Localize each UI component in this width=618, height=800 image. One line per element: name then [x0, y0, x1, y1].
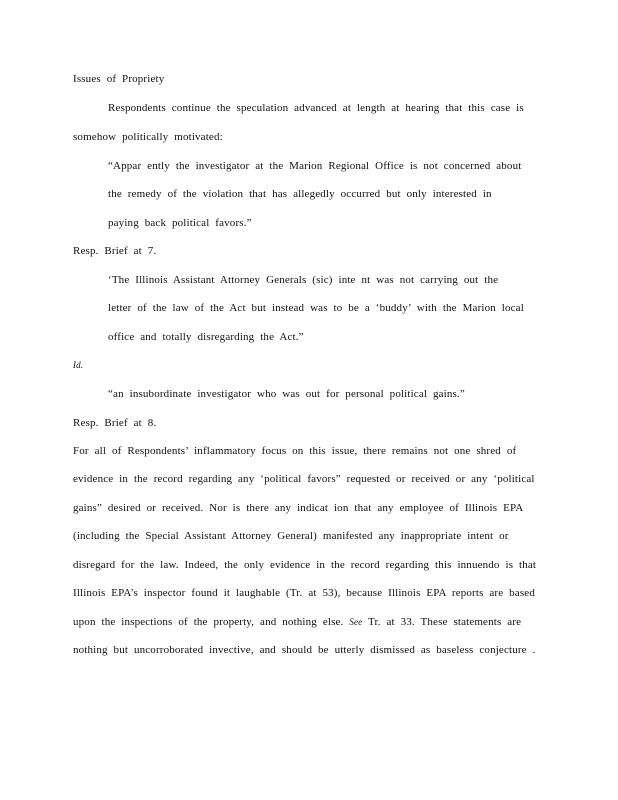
block-quote-line: office and totally disregarding the Act.”: [108, 331, 304, 343]
paragraph-line: Respondents continue the speculation advanced at length at hearing that this case is: [108, 102, 524, 114]
text-segment: Tr. at 33. These statements are: [368, 616, 522, 628]
citation: Resp. Brief at 8.: [73, 417, 157, 429]
see-signal: See: [349, 617, 363, 627]
paragraph-line: somehow politically motivated:: [73, 131, 223, 143]
section-heading: Issues of Propriety: [73, 73, 165, 85]
paragraph-line: gains” desired or received. Nor is there any indicat ion that any employee of Illinois EPA: [73, 502, 524, 514]
paragraph-line: (including the Special Assistant Attorney General) manifested any inappropriate intent or: [73, 530, 509, 542]
paragraph-line: For all of Respondents’ inflammatory focus on this issue, there remains not one shred of: [73, 445, 517, 457]
block-quote-line: paying back political favors.”: [108, 217, 252, 229]
citation: Resp. Brief at 7.: [73, 245, 157, 257]
paragraph-line: disregard for the law. Indeed, the only evidence in the record regarding this innuendo is that: [73, 559, 537, 571]
text-segment: upon the inspections of the property, and nothing else.: [73, 616, 344, 628]
paragraph-line: Illinois EPA’s inspector found it laughable (Tr. at 53), because Illinois EPA reports are based: [73, 587, 535, 599]
paragraph-line: [73, 616, 521, 629]
block-quote-line: “an insubordinate investigator who was out for personal political gains.”: [108, 388, 465, 400]
block-quote-line: “Appar ently the investigator at the Marion Regional Office is not concerned about: [108, 160, 522, 172]
paragraph-line: evidence in the record regarding any ‘political favors” requested or received or any ‘political: [73, 473, 535, 485]
block-quote-line: ‘The Illinois Assistant Attorney Generals (sic) inte nt was not carrying out the: [108, 274, 499, 286]
block-quote-line: letter of the law of the Act but instead was to be a ‘buddy’ with the Marion local: [108, 302, 524, 314]
paragraph-line: nothing but uncorroborated invective, and should be utterly dismissed as baseless conjecture .: [73, 644, 536, 656]
block-quote-line: the remedy of the violation that has allegedly occurred but only interested in: [108, 188, 492, 200]
citation-id: Id.: [73, 360, 84, 370]
